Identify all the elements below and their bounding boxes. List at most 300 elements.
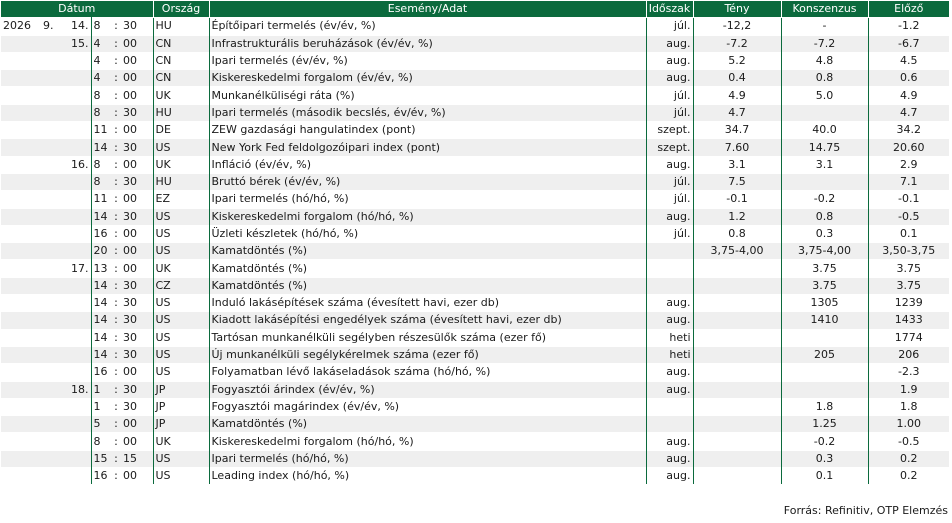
cell-consensus: 1.25	[781, 416, 868, 433]
cell-event: Ipari termelés (év/év, %)	[209, 52, 646, 69]
cell-hour: 13	[91, 260, 111, 277]
cell-year	[1, 35, 41, 52]
cell-period	[646, 416, 693, 433]
table-row	[1, 87, 949, 104]
cell-hour: 4	[91, 70, 111, 87]
cell-month	[41, 208, 63, 225]
cell-country: US	[153, 312, 209, 329]
cell-hour: 11	[91, 122, 111, 139]
cell-year	[1, 329, 41, 346]
cell-country: HU	[153, 173, 209, 190]
cell-time-colon: :	[111, 468, 121, 485]
cell-time-colon: :	[111, 191, 121, 208]
cell-time-colon: :	[111, 35, 121, 52]
table-row	[1, 364, 949, 381]
header-date: Dátum	[1, 1, 153, 18]
cell-day	[63, 122, 91, 139]
cell-month	[41, 243, 63, 260]
cell-period: heti	[646, 346, 693, 363]
cell-minute: 30	[121, 277, 153, 294]
cell-month	[41, 329, 63, 346]
cell-day	[63, 243, 91, 260]
table-row	[1, 104, 949, 121]
cell-actual: 4.9	[693, 87, 781, 104]
cell-previous: 4.9	[868, 87, 949, 104]
cell-country: CN	[153, 35, 209, 52]
cell-event: Kiskereskedelmi forgalom (hó/hó, %)	[209, 208, 646, 225]
cell-consensus: -0.2	[781, 191, 868, 208]
table-row	[1, 295, 949, 312]
cell-country: JP	[153, 398, 209, 415]
cell-event: Kamatdöntés (%)	[209, 416, 646, 433]
cell-year	[1, 260, 41, 277]
cell-country: US	[153, 225, 209, 242]
cell-time-colon: :	[111, 156, 121, 173]
cell-hour: 14	[91, 312, 111, 329]
cell-previous: 1.00	[868, 416, 949, 433]
cell-event: ZEW gazdasági hangulatindex (pont)	[209, 122, 646, 139]
cell-actual: 7.60	[693, 139, 781, 156]
cell-year	[1, 208, 41, 225]
cell-year	[1, 468, 41, 485]
cell-country: CZ	[153, 277, 209, 294]
economic-calendar-table	[1, 1, 949, 484]
cell-country: CN	[153, 52, 209, 69]
cell-event: Ipari termelés (második becslés, év/év, %)	[209, 104, 646, 121]
cell-consensus	[781, 173, 868, 190]
cell-consensus: 3,75-4,00	[781, 243, 868, 260]
cell-month	[41, 312, 63, 329]
cell-actual	[693, 312, 781, 329]
cell-hour: 8	[91, 104, 111, 121]
cell-day	[63, 312, 91, 329]
cell-time-colon: :	[111, 433, 121, 450]
table-row	[1, 122, 949, 139]
cell-minute: 00	[121, 433, 153, 450]
cell-period: aug.	[646, 312, 693, 329]
cell-country: JP	[153, 416, 209, 433]
cell-time-colon: :	[111, 243, 121, 260]
cell-minute: 30	[121, 173, 153, 190]
cell-day: 16.	[63, 156, 91, 173]
cell-event: Ipari termelés (hó/hó, %)	[209, 450, 646, 467]
cell-period: aug.	[646, 295, 693, 312]
cell-time-colon: :	[111, 18, 121, 35]
cell-actual	[693, 398, 781, 415]
cell-minute: 00	[121, 122, 153, 139]
cell-minute: 30	[121, 18, 153, 35]
cell-event: Kamatdöntés (%)	[209, 277, 646, 294]
cell-actual: 7.5	[693, 173, 781, 190]
cell-time-colon: :	[111, 295, 121, 312]
cell-hour: 8	[91, 87, 111, 104]
cell-actual: -7.2	[693, 35, 781, 52]
cell-event: Kiskereskedelmi forgalom (hó/hó, %)	[209, 433, 646, 450]
cell-period: júl.	[646, 87, 693, 104]
cell-consensus: 4.8	[781, 52, 868, 69]
cell-hour: 8	[91, 173, 111, 190]
cell-hour: 11	[91, 191, 111, 208]
cell-month	[41, 416, 63, 433]
cell-time-colon: :	[111, 450, 121, 467]
cell-month	[41, 139, 63, 156]
cell-actual	[693, 260, 781, 277]
cell-event: Kamatdöntés (%)	[209, 260, 646, 277]
cell-hour: 16	[91, 468, 111, 485]
cell-month	[41, 70, 63, 87]
cell-country: US	[153, 329, 209, 346]
table-row	[1, 18, 949, 35]
cell-event: Üzleti készletek (hó/hó, %)	[209, 225, 646, 242]
table-row	[1, 416, 949, 433]
table-row	[1, 156, 949, 173]
cell-consensus: 0.3	[781, 450, 868, 467]
cell-event: New York Fed feldolgozóipari index (pont)	[209, 139, 646, 156]
cell-consensus: 0.8	[781, 70, 868, 87]
cell-hour: 4	[91, 35, 111, 52]
cell-year	[1, 364, 41, 381]
cell-period: heti	[646, 329, 693, 346]
cell-month	[41, 398, 63, 415]
cell-consensus: 1305	[781, 295, 868, 312]
cell-day	[63, 398, 91, 415]
cell-year	[1, 416, 41, 433]
cell-year	[1, 381, 41, 398]
cell-month	[41, 260, 63, 277]
table-row	[1, 433, 949, 450]
cell-country: UK	[153, 433, 209, 450]
cell-minute: 00	[121, 87, 153, 104]
cell-previous: 1774	[868, 329, 949, 346]
cell-minute: 30	[121, 208, 153, 225]
cell-previous: -1.2	[868, 18, 949, 35]
cell-previous: 4.7	[868, 104, 949, 121]
cell-period: aug.	[646, 156, 693, 173]
cell-hour: 14	[91, 208, 111, 225]
cell-minute: 30	[121, 329, 153, 346]
cell-actual	[693, 433, 781, 450]
cell-country: EZ	[153, 191, 209, 208]
cell-consensus: 1410	[781, 312, 868, 329]
table-row	[1, 173, 949, 190]
cell-consensus: -7.2	[781, 35, 868, 52]
cell-consensus: 1.8	[781, 398, 868, 415]
cell-event: Fogyasztói magárindex (év/év, %)	[209, 398, 646, 415]
cell-previous: 7.1	[868, 173, 949, 190]
cell-event: Új munkanélküli segélykérelmek száma (ezer fő)	[209, 346, 646, 363]
cell-month	[41, 450, 63, 467]
cell-country: HU	[153, 18, 209, 35]
cell-event: Infláció (év/év, %)	[209, 156, 646, 173]
cell-time-colon: :	[111, 364, 121, 381]
cell-previous: -0.5	[868, 433, 949, 450]
cell-day	[63, 225, 91, 242]
header-actual: Tény	[693, 1, 781, 18]
cell-hour: 8	[91, 18, 111, 35]
cell-year: 2026	[1, 18, 41, 35]
cell-consensus: 3.1	[781, 156, 868, 173]
cell-day	[63, 139, 91, 156]
cell-country: CN	[153, 70, 209, 87]
header-country: Ország	[153, 1, 209, 18]
cell-time-colon: :	[111, 398, 121, 415]
cell-month	[41, 156, 63, 173]
cell-event: Folyamatban lévő lakáseladások száma (hó/hó, %)	[209, 364, 646, 381]
cell-previous: -2.3	[868, 364, 949, 381]
table-row	[1, 70, 949, 87]
cell-day	[63, 468, 91, 485]
cell-previous: 1433	[868, 312, 949, 329]
cell-event: Infrastrukturális beruházások (év/év, %)	[209, 35, 646, 52]
cell-time-colon: :	[111, 173, 121, 190]
cell-consensus: 3.75	[781, 277, 868, 294]
cell-day	[63, 433, 91, 450]
cell-country: US	[153, 346, 209, 363]
cell-country: US	[153, 468, 209, 485]
cell-period	[646, 243, 693, 260]
cell-year	[1, 87, 41, 104]
cell-period: aug.	[646, 433, 693, 450]
header-previous: Előző	[868, 1, 949, 18]
cell-year	[1, 139, 41, 156]
cell-day	[63, 208, 91, 225]
cell-event: Kamatdöntés (%)	[209, 243, 646, 260]
cell-time-colon: :	[111, 139, 121, 156]
source-note: Forrás: Refinitiv, OTP Elemzés	[783, 504, 948, 517]
cell-country: US	[153, 295, 209, 312]
cell-previous: 1.8	[868, 398, 949, 415]
cell-previous: 4.5	[868, 52, 949, 69]
cell-event: Tartósan munkanélküli segélyben részesülők száma (ezer fő)	[209, 329, 646, 346]
cell-year	[1, 191, 41, 208]
table-row	[1, 312, 949, 329]
cell-year	[1, 173, 41, 190]
table-row	[1, 398, 949, 415]
cell-minute: 00	[121, 260, 153, 277]
cell-time-colon: :	[111, 52, 121, 69]
cell-consensus: 3.75	[781, 260, 868, 277]
cell-day	[63, 277, 91, 294]
cell-previous: 206	[868, 346, 949, 363]
cell-month: 9.	[41, 18, 63, 35]
cell-minute: 30	[121, 381, 153, 398]
cell-event: Bruttó bérek (év/év, %)	[209, 173, 646, 190]
cell-actual: 3.1	[693, 156, 781, 173]
cell-month	[41, 35, 63, 52]
cell-month	[41, 277, 63, 294]
cell-consensus	[781, 364, 868, 381]
cell-actual	[693, 295, 781, 312]
table-row	[1, 381, 949, 398]
cell-consensus	[781, 329, 868, 346]
cell-consensus: 0.3	[781, 225, 868, 242]
cell-actual	[693, 277, 781, 294]
cell-time-colon: :	[111, 329, 121, 346]
cell-period: szept.	[646, 122, 693, 139]
header-event: Esemény/Adat	[209, 1, 646, 18]
cell-day	[63, 70, 91, 87]
cell-country: US	[153, 450, 209, 467]
header-period: Időszak	[646, 1, 693, 18]
cell-month	[41, 87, 63, 104]
cell-actual	[693, 364, 781, 381]
table-row	[1, 208, 949, 225]
cell-year	[1, 346, 41, 363]
cell-day	[63, 104, 91, 121]
cell-minute: 00	[121, 243, 153, 260]
cell-period: júl.	[646, 18, 693, 35]
cell-time-colon: :	[111, 416, 121, 433]
cell-year	[1, 104, 41, 121]
cell-hour: 14	[91, 329, 111, 346]
cell-consensus: 205	[781, 346, 868, 363]
cell-hour: 15	[91, 450, 111, 467]
cell-day: 17.	[63, 260, 91, 277]
cell-period: aug.	[646, 35, 693, 52]
cell-hour: 1	[91, 398, 111, 415]
cell-month	[41, 225, 63, 242]
cell-period: aug.	[646, 381, 693, 398]
cell-month	[41, 173, 63, 190]
cell-minute: 00	[121, 52, 153, 69]
cell-minute: 00	[121, 70, 153, 87]
cell-actual: 1.2	[693, 208, 781, 225]
cell-time-colon: :	[111, 277, 121, 294]
cell-day	[63, 191, 91, 208]
cell-year	[1, 450, 41, 467]
cell-event: Induló lakásépítések száma (évesített havi, ezer db)	[209, 295, 646, 312]
table-row	[1, 260, 949, 277]
cell-hour: 1	[91, 381, 111, 398]
cell-time-colon: :	[111, 312, 121, 329]
cell-day: 14.	[63, 18, 91, 35]
cell-period: aug.	[646, 208, 693, 225]
cell-minute: 00	[121, 225, 153, 242]
cell-hour: 8	[91, 433, 111, 450]
cell-period: júl.	[646, 104, 693, 121]
cell-minute: 30	[121, 139, 153, 156]
cell-time-colon: :	[111, 381, 121, 398]
cell-actual: 4.7	[693, 104, 781, 121]
table-row	[1, 468, 949, 485]
cell-previous: 3,50-3,75	[868, 243, 949, 260]
cell-hour: 16	[91, 225, 111, 242]
cell-consensus: -	[781, 18, 868, 35]
cell-month	[41, 346, 63, 363]
cell-hour: 14	[91, 295, 111, 312]
table-row	[1, 191, 949, 208]
cell-actual: 5.2	[693, 52, 781, 69]
cell-previous: 3.75	[868, 260, 949, 277]
cell-month	[41, 364, 63, 381]
cell-minute: 00	[121, 416, 153, 433]
table-row	[1, 52, 949, 69]
cell-day	[63, 364, 91, 381]
cell-previous: -0.1	[868, 191, 949, 208]
cell-consensus: -0.2	[781, 433, 868, 450]
cell-country: UK	[153, 260, 209, 277]
cell-year	[1, 156, 41, 173]
cell-consensus: 5.0	[781, 87, 868, 104]
cell-hour: 14	[91, 139, 111, 156]
cell-country: US	[153, 139, 209, 156]
cell-previous: 0.2	[868, 468, 949, 485]
cell-minute: 30	[121, 295, 153, 312]
cell-period: szept.	[646, 139, 693, 156]
cell-period: aug.	[646, 70, 693, 87]
cell-minute: 30	[121, 346, 153, 363]
cell-consensus: 14.75	[781, 139, 868, 156]
cell-month	[41, 381, 63, 398]
cell-minute: 30	[121, 398, 153, 415]
cell-hour: 14	[91, 277, 111, 294]
cell-country: DE	[153, 122, 209, 139]
cell-country: UK	[153, 87, 209, 104]
cell-minute: 00	[121, 364, 153, 381]
cell-hour: 5	[91, 416, 111, 433]
cell-time-colon: :	[111, 70, 121, 87]
cell-time-colon: :	[111, 260, 121, 277]
cell-month	[41, 104, 63, 121]
cell-year	[1, 52, 41, 69]
cell-time-colon: :	[111, 208, 121, 225]
cell-minute: 00	[121, 468, 153, 485]
cell-actual: -0.1	[693, 191, 781, 208]
cell-time-colon: :	[111, 225, 121, 242]
cell-consensus: 40.0	[781, 122, 868, 139]
cell-actual	[693, 381, 781, 398]
table-row	[1, 277, 949, 294]
cell-period	[646, 398, 693, 415]
cell-day: 18.	[63, 381, 91, 398]
cell-time-colon: :	[111, 104, 121, 121]
table-row	[1, 329, 949, 346]
cell-previous: 2.9	[868, 156, 949, 173]
cell-previous: 1239	[868, 295, 949, 312]
cell-previous: 1.9	[868, 381, 949, 398]
cell-minute: 30	[121, 104, 153, 121]
cell-event: Kiadott lakásépítési engedélyek száma (évesített havi, ezer db)	[209, 312, 646, 329]
cell-actual	[693, 346, 781, 363]
cell-period	[646, 260, 693, 277]
cell-previous: 34.2	[868, 122, 949, 139]
cell-actual	[693, 416, 781, 433]
cell-period: júl.	[646, 191, 693, 208]
cell-period: júl.	[646, 173, 693, 190]
table-row	[1, 225, 949, 242]
cell-actual	[693, 329, 781, 346]
cell-country: UK	[153, 156, 209, 173]
cell-month	[41, 122, 63, 139]
cell-day: 15.	[63, 35, 91, 52]
table-row	[1, 346, 949, 363]
cell-hour: 16	[91, 364, 111, 381]
cell-event: Kiskereskedelmi forgalom (év/év, %)	[209, 70, 646, 87]
table-row	[1, 139, 949, 156]
cell-time-colon: :	[111, 122, 121, 139]
cell-event: Építőipari termelés (év/év, %)	[209, 18, 646, 35]
cell-year	[1, 70, 41, 87]
cell-month	[41, 433, 63, 450]
cell-month	[41, 295, 63, 312]
cell-year	[1, 243, 41, 260]
cell-event: Munkanélküliségi ráta (%)	[209, 87, 646, 104]
cell-time-colon: :	[111, 346, 121, 363]
cell-day	[63, 450, 91, 467]
cell-country: US	[153, 208, 209, 225]
cell-previous: 0.1	[868, 225, 949, 242]
cell-actual	[693, 450, 781, 467]
